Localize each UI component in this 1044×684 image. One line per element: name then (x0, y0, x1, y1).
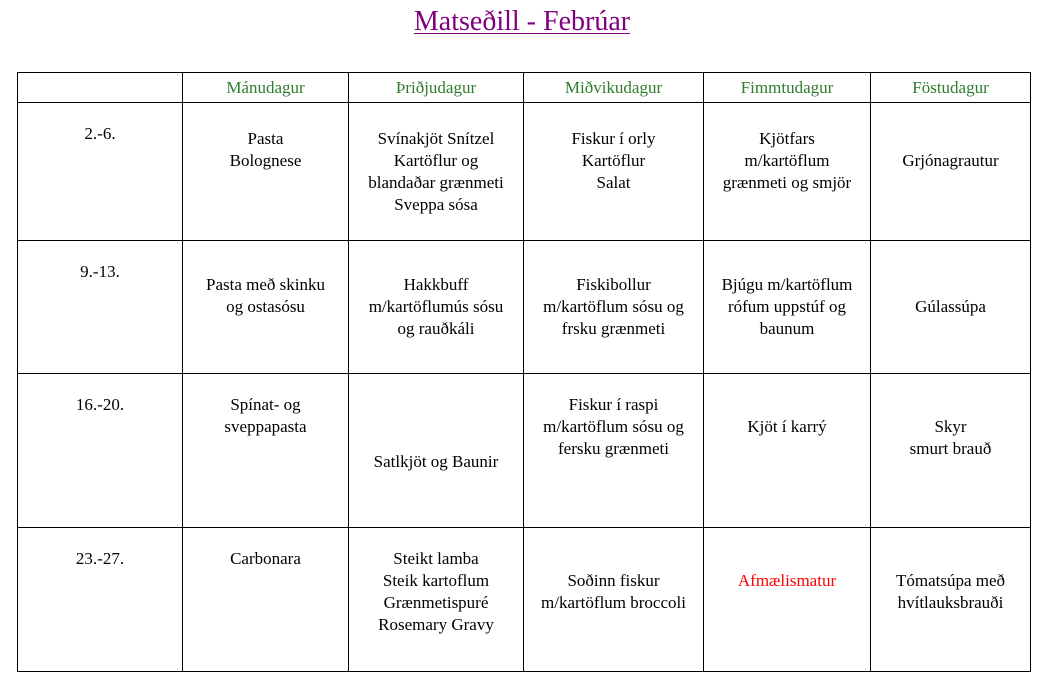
week-row (18, 241, 1031, 374)
meal-line: Kartöflur (581, 150, 646, 170)
meal-line: Fiskur í orly (571, 128, 656, 148)
meal-line: Satlkjöt og Baunir (373, 451, 499, 471)
meal-cell (704, 528, 871, 672)
meal-line: Grjónagrautur (902, 150, 999, 170)
meal-line: Skyr (934, 417, 967, 436)
meal-line: Svínakjöt Snítzel (377, 128, 495, 148)
meal-line: Kartöflur og (393, 150, 479, 170)
meal-line: Bjúgu m/kartöflum (721, 275, 853, 294)
week-row (18, 374, 1031, 528)
week-label: 2.-6. (18, 103, 183, 241)
day-header: Föstudagur (871, 73, 1031, 103)
week-label: 16.-20. (18, 374, 183, 528)
meal-cell (349, 528, 524, 672)
meal-line: og ostasósu (226, 297, 305, 316)
meal-line: Pasta (247, 128, 284, 148)
meal-cell (704, 103, 871, 241)
meal-line: Fiskibollur (576, 275, 651, 294)
meal-line: Grænmetispuré (383, 593, 489, 612)
meal-cell (183, 241, 349, 374)
page-title: Matseðill - Febrúar (413, 6, 631, 37)
meal-line: Pasta með skinku (206, 275, 325, 294)
meal-line: Carbonara (230, 549, 301, 568)
meal-line: Tómatsúpa með (895, 571, 1006, 590)
meal-line-highlight: Afmælismatur (737, 571, 837, 590)
meal-line: Soðinn fiskur (567, 571, 660, 590)
meal-cell (524, 103, 704, 241)
meal-cell (871, 103, 1031, 241)
meal-line: m/kartöflum sósu og (543, 297, 684, 316)
day-header: Mánudagur (183, 73, 349, 103)
meal-line: Steik kartoflum (382, 571, 490, 590)
week-label: 23.-27. (18, 528, 183, 672)
meal-line: Salat (596, 172, 631, 192)
meal-line: m/kartöflum broccoli (541, 593, 686, 612)
meal-line: frsku grænmeti (561, 319, 666, 338)
week-row (18, 103, 1031, 241)
meal-line: Rosemary Gravy (378, 615, 494, 634)
meal-cell (183, 103, 349, 241)
week-label: 9.-13. (18, 241, 183, 374)
meal-line: Bolognese (229, 150, 302, 170)
meal-line: grænmeti og smjör (722, 172, 852, 192)
meal-cell (704, 374, 871, 528)
meal-cell (349, 103, 524, 241)
meal-line: og rauðkáli (397, 319, 475, 338)
meal-cell (349, 241, 524, 374)
meal-line: Kjötfars (759, 128, 815, 148)
week-row (18, 528, 1031, 672)
corner-cell (18, 73, 183, 103)
meal-line: rófum uppstúf og (727, 297, 847, 316)
meal-line: Gúlassúpa (915, 297, 986, 316)
meal-line: baunum (759, 319, 815, 338)
meal-line: blandaðar grænmeti (368, 172, 504, 192)
meal-line: m/kartöflumús sósu (368, 297, 504, 316)
meal-line: Fiskur í raspi (568, 395, 659, 414)
meal-line: Hakkbuff (403, 275, 469, 294)
meal-cell (524, 241, 704, 374)
meal-line: sveppapasta (224, 417, 307, 436)
meal-line: fersku grænmeti (558, 439, 669, 458)
meal-cell (871, 374, 1031, 528)
meal-line: Kjöt í karrý (747, 417, 827, 436)
meal-cell (183, 528, 349, 672)
meal-line: Sveppa sósa (394, 194, 478, 214)
meal-line: smurt brauð (909, 439, 992, 458)
day-header: Miðvikudagur (524, 73, 704, 103)
meal-cell (871, 241, 1031, 374)
meal-line: Spínat- og (230, 395, 301, 414)
meal-line: m/kartöflum sósu og (543, 417, 684, 436)
meal-line: hvítlauksbrauði (897, 593, 1004, 612)
meal-line: m/kartöflum (744, 150, 830, 170)
meal-cell (871, 528, 1031, 672)
meal-line: Steikt lamba (393, 549, 479, 568)
meal-cell (349, 374, 524, 528)
day-header: Fimmtudagur (704, 73, 871, 103)
menu-table (17, 72, 1031, 672)
meal-cell (183, 374, 349, 528)
meal-cell (524, 528, 704, 672)
meal-cell (704, 241, 871, 374)
day-header: Þriðjudagur (349, 73, 524, 103)
meal-cell (524, 374, 704, 528)
day-header-row (18, 73, 1031, 103)
